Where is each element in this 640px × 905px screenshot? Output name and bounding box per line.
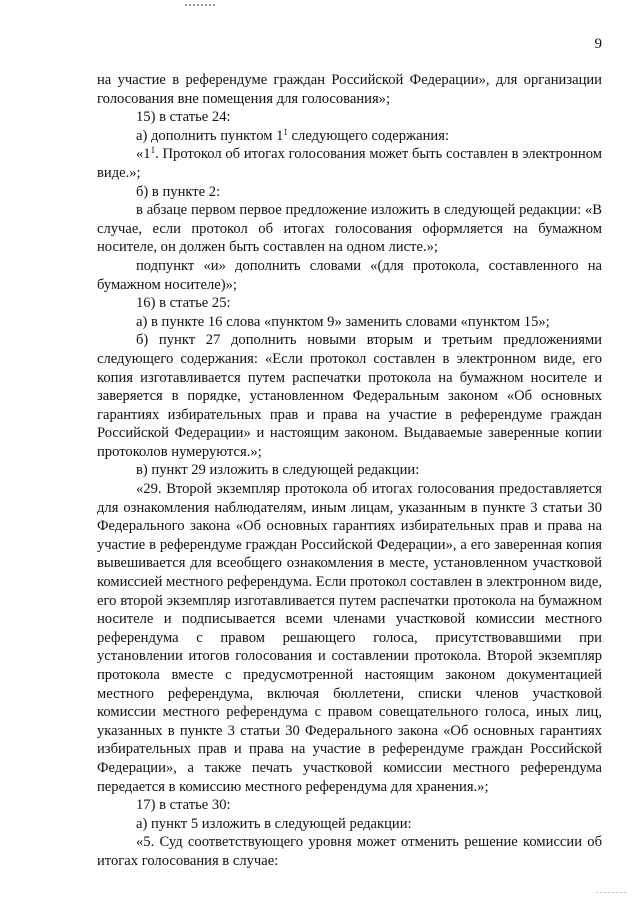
superscript: 1 xyxy=(283,126,288,137)
paragraph-item-17: 17) в статье 30: xyxy=(136,797,231,814)
paragraph-point-5: «5. Суд соответствующего уровня может отменить решение комиссии об итогах голосования в случае: xyxy=(97,834,602,869)
paragraph-point-1-1 xyxy=(97,145,602,182)
paragraph-text-after: следующего содержания: xyxy=(287,127,450,144)
scan-edge-mark xyxy=(596,892,628,893)
paragraph-item-15a xyxy=(97,127,602,146)
paragraph-point-29: «29. Второй экземпляр протокола об итогах голосования предоставляется для ознакомления наблюдателям, иным лицам, указанным в пункте 3 статьи 30 Федерального закона «Об основных гарантиях избирательных прав и права на участие в референдуме граждан Российской Федерации», а его заверенная копия вывешивается для всеобщего ознакомления в месте, установленном участковой комиссией местного референдума. Если протокол составлен в электронном виде, его второй экземпляр изготавливается путем распечатки протокола на бумажном носителе и подписывается всеми членами участковой комиссии местного референдума с правом решающего голоса, присутствовавшими при установлении итогов голосования и составлении протокола. Второй экземпляр протокола вместе с предусмотренной настоящим законом документацией местного референдума, включая бюллетени, списки членов участковой комиссии местного референдума с правом совещательного голоса, иных лиц, указанных в пункте 3 статьи 30 Федерального закона «Об основных гарантиях избирательных прав и права на участие в референдуме граждан Российской Федерации», а также печать участковой комиссии местного референдума передается в комиссию местного референдума для хранения.»; xyxy=(97,481,602,795)
paragraph-item-15b: б) в пункте 2: xyxy=(136,183,221,200)
paragraph-subpoint-i: подпункт «и» дополнить словами «(для протокола, составленного на бумажном носителе)»; xyxy=(97,257,602,293)
paragraph-item-16b: б) пункт 27 дополнить новыми вторым и третьим предложениями следующего содержания: «Если протокол составлен в электронном виде, его копия изготавливается путем распечатки протокола на бумажном носителе и заверяется в порядке, установленном Федеральным законом «Об основных гарантиях избирательных прав и права на участие в референдуме граждан Российской Федерации» и настоящим законом. Выдаваемые заверенные копии протоколов нумеруются.»; xyxy=(97,332,602,460)
superscript: 1 xyxy=(150,145,156,156)
page-number: 9 xyxy=(594,36,602,52)
paragraph-text: «1 xyxy=(136,146,151,163)
paragraph-item-16v: в) пункт 29 изложить в следующей редакции: xyxy=(136,462,420,479)
paragraph-item-16a: а) в пункте 16 слова «пунктом 9» заменить словами «пунктом 15»; xyxy=(136,313,550,330)
paragraph-text: а) дополнить пунктом 1 xyxy=(136,127,284,144)
paragraph-item-16: 16) в статье 25: xyxy=(136,295,231,312)
scan-artifact-mark xyxy=(185,4,215,6)
paragraph-item-15: 15) в статье 24: xyxy=(136,109,231,126)
paragraph-first-sentence: в абзаце первом первое предложение изложить в следующей редакции: «В случае, если протокол об итогах голосования оформляется на бумажном носителе, он должен быть составлен на одном листе.»; xyxy=(97,202,602,256)
paragraph-item-17a: а) пункт 5 изложить в следующей редакции: xyxy=(136,815,412,832)
paragraph-continuation: на участие в референдуме граждан Российской Федерации», для организации голосования вне помещения для голосования»; xyxy=(97,72,602,107)
paragraph-text-after: . Протокол об итогах голосования может быть составлен в электронном виде.»; xyxy=(97,146,602,181)
document-body xyxy=(97,71,602,871)
